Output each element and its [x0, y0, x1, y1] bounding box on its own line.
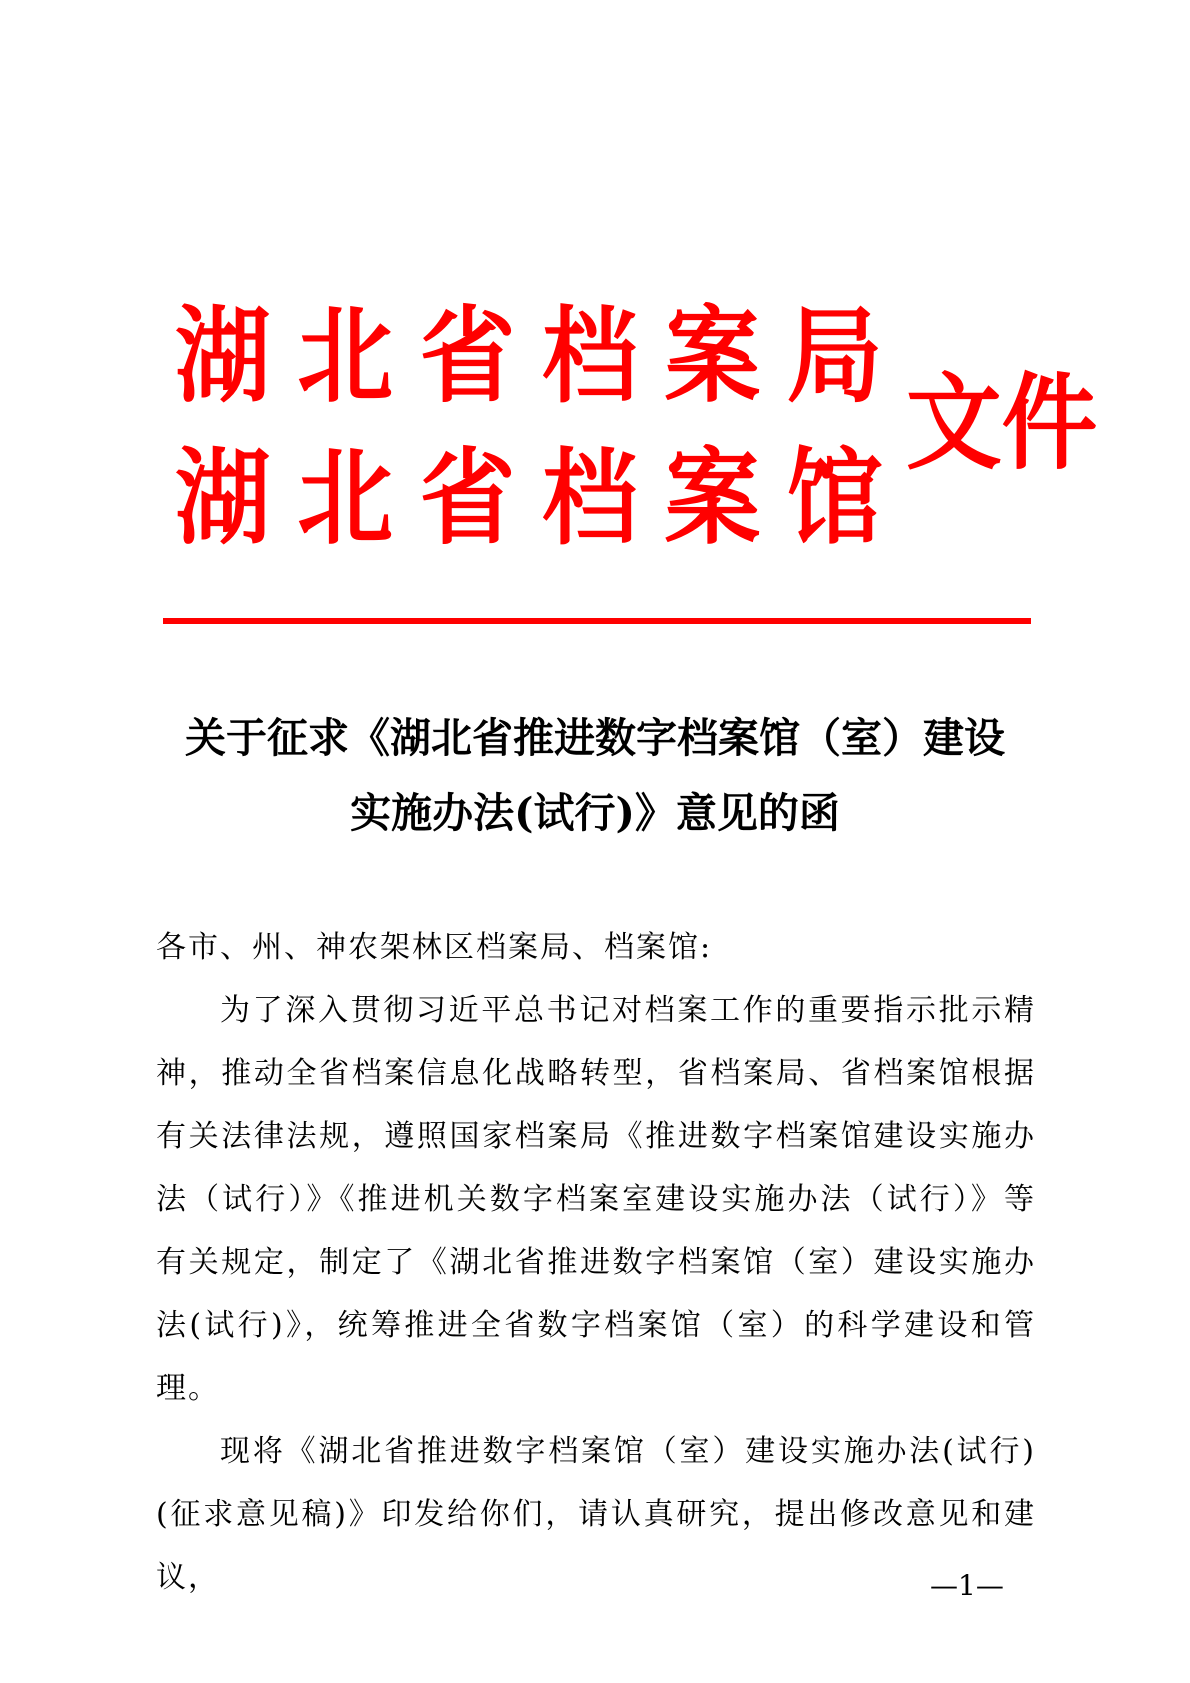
salutation: 各市、州、神农架林区档案局、档案馆: — [156, 930, 713, 965]
document-title-line-1: 关于征求《湖北省推进数字档案馆（室）建设 — [185, 714, 1005, 762]
issuing-org-archives-museum: 湖北省档案馆 — [175, 437, 910, 559]
red-header-divider — [163, 618, 1031, 624]
document-body — [156, 916, 1036, 1609]
document-title-line-2: 实施办法(试行)》意见的函 — [350, 789, 840, 837]
document-type-label: 文件 — [906, 362, 1098, 484]
body-paragraph-2: 现将《湖北省推进数字档案馆（室）建设实施办法(试行)(征求意见稿)》印发给你们，请认真研究，提出修改意见和建议， — [156, 1434, 1036, 1595]
page-number: —1— — [930, 1569, 1004, 1602]
body-paragraph-1: 为了深入贯彻习近平总书记对档案工作的重要指示批示精神，推动全省档案信息化战略转型，省档案局、省档案馆根据有关法律法规，遵照国家档案局《推进数字档案馆建设实施办法（试行）》《推进机关数字档案室建设实施办法（试行）》等有关规定，制定了《湖北省推进数字档案馆（室）建设实施办法(试行)》，统筹推进全省数字档案馆（室）的科学建设和管理。 — [156, 993, 1036, 1406]
issuing-org-archives-bureau: 湖北省档案局 — [175, 295, 910, 417]
